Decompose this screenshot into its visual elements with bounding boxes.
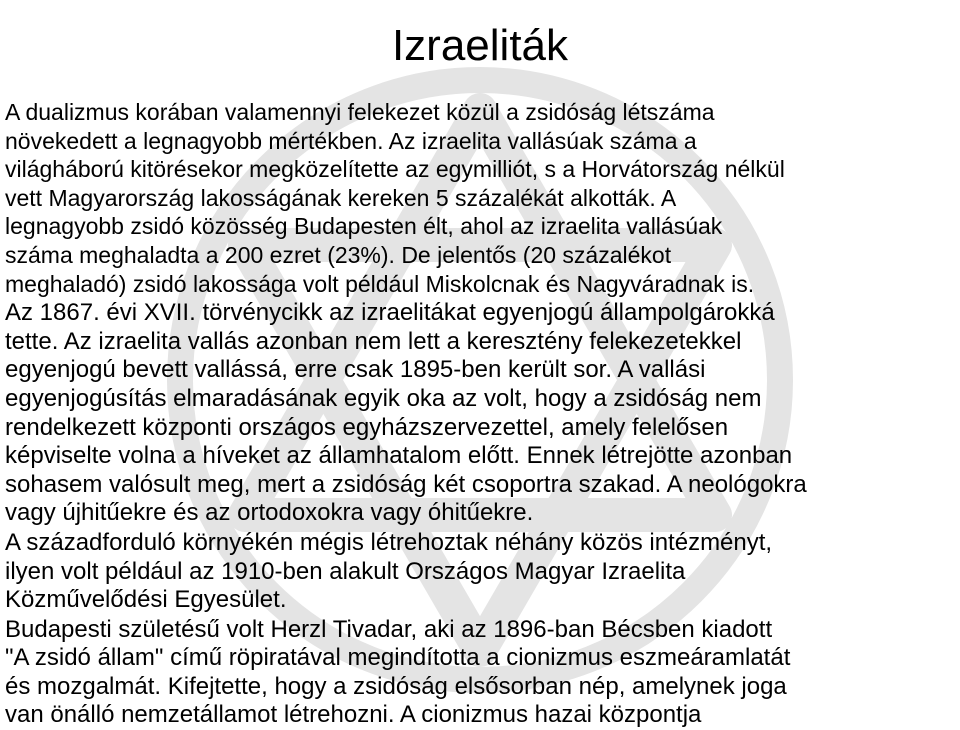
text-line: ilyen volt például az 1910-ben alakult Országos Magyar Izraelita xyxy=(5,557,686,585)
text-line: legnagyobb zsidó közösség Budapesten élt, ahol az izraelita vallásúak xyxy=(5,213,723,240)
paragraph-4 xyxy=(5,616,955,730)
slide-body xyxy=(5,98,955,730)
slide-title: Izraeliták xyxy=(391,21,569,70)
paragraph-2 xyxy=(5,299,955,528)
text-line: Közművelődési Egyesület. xyxy=(5,586,287,614)
text-line: világháború kitörésekor megközelítette az egymilliót, s a Horvátország nélkül xyxy=(5,156,785,183)
text-line: tette. Az izraelita vallás azonban nem lett a keresztény felekezetekkel xyxy=(5,327,742,355)
text-line: száma meghaladta a 200 ezret (23%). De jelentős (20 százalékot xyxy=(5,241,672,268)
text-line: képviselte volna a híveket az államhatalom előtt. Ennek létrejötte azonban xyxy=(5,442,793,470)
text-line: és mozgalmát. Kifejtette, hogy a zsidóság elsősorban nép, amelynek joga xyxy=(5,672,787,700)
text-line: Budapesti születésű volt Herzl Tivadar, aki az 1896-ban Bécsben kiadott xyxy=(5,615,773,643)
text-line: rendelkezett központi országos egyházszervezettel, amely felelősen xyxy=(5,413,729,441)
text-line: növekedett a legnagyobb mértékben. Az izraelita vallásúak száma a xyxy=(5,127,697,154)
text-line: A dualizmus korában valamennyi felekezet közül a zsidóság létszáma xyxy=(5,99,715,125)
text-line: "A zsidó állam" című röpiratával megindította a cionizmus eszmeáramlatát xyxy=(5,644,791,672)
text-line: meghaladó) zsidó lakossága volt például Miskolcnak és Nagyváradnak is. xyxy=(5,270,755,297)
text-line: vagy újhitűekre és az ortodoxokra vagy óhitűekre. xyxy=(5,499,534,527)
text-line: van önálló nemzetállamot létrehozni. A cionizmus hazai központja xyxy=(5,701,702,729)
text-line: sohasem valósult meg, mert a zsidóság két csoportra szakad. A neológokra xyxy=(5,470,807,498)
paragraph-1 xyxy=(5,98,955,298)
text-line: egyenjogú bevett vallássá, erre csak 1895-ben került sor. A vallási xyxy=(5,356,706,384)
text-line: vett Magyarország lakosságának kereken 5 százalékát alkották. A xyxy=(5,184,677,211)
text-line: Az 1867. évi XVII. törvénycikk az izraelitákat egyenjogú állampolgárokká xyxy=(5,299,775,327)
text-line: egyenjogúsítás elmaradásának egyik oka az volt, hogy a zsidóság nem xyxy=(5,384,762,412)
text-line: A századforduló környékén mégis létrehoztak néhány közös intézményt, xyxy=(5,528,773,556)
paragraph-3 xyxy=(5,529,955,615)
